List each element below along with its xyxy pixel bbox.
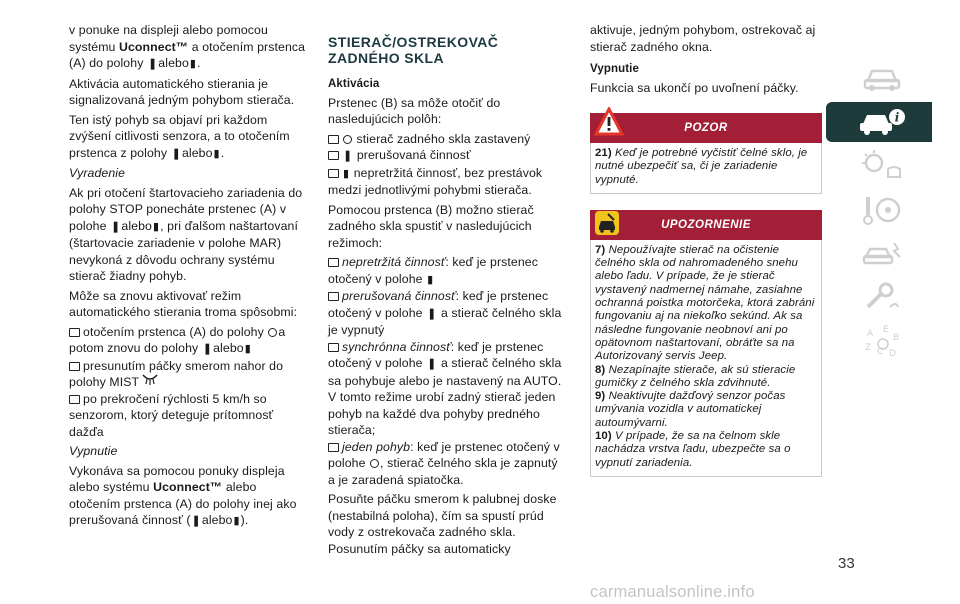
- continuous-icon: ▮: [213, 147, 220, 160]
- checkbox-bullet-icon: [328, 443, 339, 452]
- subheading-aktivacia: Aktivácia: [328, 78, 380, 90]
- intermittent-icon: ❚: [191, 515, 201, 527]
- intermittent-icon: ❚: [111, 220, 121, 233]
- svg-text:C: C: [877, 347, 884, 357]
- intermittent-icon: ❚: [427, 307, 437, 320]
- checkbox-bullet-icon: [328, 258, 339, 267]
- list-item: po prekročení rýchlosti 5 km/h so senzorom, ktorý deteguje prítomnosť dažďa: [69, 391, 274, 439]
- checkbox-bullet-icon: [328, 169, 339, 178]
- note-item: [595, 364, 817, 391]
- car-tab-icon: [860, 63, 904, 93]
- intermittent-icon: ❚: [343, 150, 353, 162]
- tab-tools[interactable]: [832, 190, 932, 230]
- continuous-icon: ▮: [427, 273, 434, 286]
- list-item: nepretržitá činnosť: keď je prstenec otočený v polohe ▮: [328, 254, 566, 288]
- continuous-icon: ▮: [343, 167, 350, 180]
- checkbox-bullet-icon: [328, 135, 339, 144]
- upozornenie-content: [590, 240, 822, 477]
- warning-icon: [594, 107, 624, 137]
- pozor-banner: [590, 113, 822, 143]
- paragraph: Pomocou prstenca (B) možno stierač zadného skla spustiť v nasledujúcich režimoch:: [328, 202, 534, 250]
- ring-off-icon: [370, 459, 379, 468]
- svg-text:D: D: [889, 349, 896, 359]
- left-column: [69, 22, 309, 533]
- lights-tab-icon: [860, 149, 904, 183]
- list-item: prerušovaná činnosť: keď je prstenec otočený v polohe ❚ a stierač čelného skla je vypnutý: [328, 289, 562, 337]
- pozor-content: [590, 143, 822, 194]
- paragraph: Ak pri otočení štartovacieho zariadenia do polohy STOP ponecháte prstenec (A) v polohe ❚alebo▮, pri ďalšom naštartovaní (štartovacie zariadenie v polohe MAR) nevykoná z dôvodu ochrany systému stierač žiadny pohyb.: [69, 185, 303, 283]
- tab-car[interactable]: [832, 58, 932, 98]
- car-crash-tab-icon: [860, 237, 904, 271]
- ring-off-icon: [343, 135, 352, 144]
- tab-car-info[interactable]: [832, 102, 932, 142]
- list-item: stierač zadného skla zastavený: [328, 131, 566, 148]
- pozor-box: [590, 113, 822, 194]
- right-column: [590, 22, 822, 477]
- intermittent-icon: ❚: [147, 58, 158, 70]
- list-item: synchrónna činnosť: keď je prstenec otočený v polohe ❚ a stierač čelného skla sa pohybuje alebo je nastavený na AUTO. V tomto režime urobí zadný stierač jeden pohyb na každé dva pohyby predného stierača;: [328, 339, 562, 437]
- svg-text:Z: Z: [865, 343, 872, 353]
- intermittent-icon: ❚: [202, 343, 213, 355]
- upozornenie-banner: [590, 210, 822, 240]
- checkbox-bullet-icon: [328, 151, 339, 160]
- note-text: Keď je potrebné vyčistiť čelné sklo, je nutné ubezpečiť sa, či je zariadenie vypnuté.: [595, 147, 808, 186]
- note-text: Neaktivujte dažďový senzor počas umývania vozidla v automatickej autoumývarni.: [595, 390, 786, 429]
- note-number: 10): [595, 430, 612, 443]
- paragraph: Prstenec (B) sa môže otočiť do nasledujúcich polôh:: [328, 95, 501, 126]
- tab-alphabet[interactable]: [832, 322, 932, 362]
- note-text: V prípade, že sa na čelnom skle nachádza vrstva ľadu, ubezpečte sa o vypnutí zariadenia.: [595, 430, 791, 469]
- alphabet-tab-icon: [857, 322, 907, 362]
- svg-text:E: E: [883, 325, 889, 335]
- note-text: Nepoužívajte stierač na očistenie čelného skla od nahromadeného snehu alebo ľadu. V prípade, že je stierač vystavený nadmernej námahe, zasiahne ochranná poistka motorčeka, ktorá zabráni fungovaniu aj na niekoľko sekúnd. Ak sa následne fungovanie neobnoví ani po opätovnom naštartovaní, obráťte sa na Autorizovaný servis Jeep.: [595, 243, 815, 363]
- paragraph: aktivuje, jedným pohybom, ostrekovač aj stierač zadného okna.: [590, 23, 816, 54]
- checkbox-bullet-icon: [328, 343, 339, 352]
- note-number: 21): [595, 147, 612, 159]
- section-title: STIERAČ/OSTREKOVAČ ZADNÉHO SKLA: [328, 34, 499, 66]
- checkbox-bullet-icon: [69, 395, 80, 404]
- svg-text:B: B: [893, 333, 900, 343]
- middle-column: [328, 22, 566, 560]
- checkbox-bullet-icon: [69, 328, 80, 337]
- svg-text:i: i: [894, 110, 900, 125]
- upozornenie-title: UPOZORNENIE: [661, 218, 751, 231]
- list-item: jeden pohyb: keď je prstenec otočený v polohe , stierač čelného skla je zapnutý a je zaradená spiatočka.: [328, 439, 560, 487]
- note-item: [595, 147, 817, 187]
- section-tabs: [832, 58, 932, 366]
- note-item: [595, 244, 817, 364]
- note-number: 9): [595, 390, 606, 403]
- watermark: carmanualsonline.info: [590, 583, 755, 601]
- paragraph: Funkcia sa ukončí po uvoľnení páčky.: [590, 80, 799, 95]
- list-item: presunutím páčky smerom nahor do polohy MIST: [69, 358, 284, 389]
- paragraph: Posuňte páčku smerom k palubnej doske (nestabilná poloha), čím sa spustí prúd vody z ostrekovača zadného skla. Posunutím páčky sa automaticky: [328, 492, 557, 556]
- mist-icon: [142, 374, 158, 386]
- paragraph: v ponuke na displeji alebo pomocou systému Uconnect™ a otočením prstenca (A) do polohy ❚alebo▮.: [69, 22, 309, 73]
- tools-tab-icon: [860, 193, 904, 227]
- list-item: otočením prstenca (A) do polohy a potom znovu do polohy ❚alebo▮: [69, 324, 309, 358]
- list-item: ▮ nepretržitá činnosť, bez prestávok medzi jednotlivými pohybmi stierača.: [328, 165, 543, 197]
- continuous-icon: ▮: [244, 343, 251, 355]
- list-item: ❚ prerušovaná činnosť: [328, 147, 566, 165]
- checkbox-bullet-icon: [328, 292, 339, 301]
- pozor-title: POZOR: [684, 121, 728, 134]
- subheading-vypnutie: Vypnutie: [69, 444, 118, 458]
- continuous-icon: ▮: [233, 515, 240, 527]
- paragraph: Ten istý pohyb sa objaví pri každom zvýšení citlivosti senzora, a to otočením prstenca z polohy ❚alebo▮.: [69, 112, 309, 163]
- note-item: [595, 390, 817, 430]
- page-number: 33: [838, 555, 855, 572]
- tab-lights[interactable]: [832, 146, 932, 186]
- checkbox-bullet-icon: [69, 362, 80, 371]
- subheading-vyradenie: Vyradenie: [69, 166, 126, 180]
- car-wrench-icon: [594, 210, 620, 236]
- upozornenie-box: [590, 210, 822, 477]
- subheading-vypnutie: Vypnutie: [590, 63, 639, 75]
- note-item: [595, 430, 817, 470]
- paragraph: Vykonáva sa pomocou ponuky displeja alebo systému Uconnect™ alebo otočením prstenca (A) do polohy inej ako prerušovaná činnosť (❚alebo▮).: [69, 463, 309, 530]
- continuous-icon: ▮: [189, 58, 197, 70]
- tab-wrench[interactable]: [832, 278, 932, 318]
- intermittent-icon: ❚: [427, 358, 437, 370]
- paragraph: Môže sa znovu aktivovať režim automatického stierania troma spôsobmi:: [69, 288, 298, 319]
- note-text: Nezapínajte stierače, ak sú stieracie gumičky z čelného skla zdvihnuté.: [595, 363, 796, 389]
- tab-car-crash[interactable]: [832, 234, 932, 274]
- intermittent-icon: ❚: [171, 147, 181, 160]
- paragraph: Aktivácia automatického stierania je signalizovaná jedným pohybom stierača.: [69, 76, 295, 107]
- svg-text:A: A: [867, 329, 874, 339]
- note-number: 8): [595, 363, 606, 376]
- car-info-tab-icon: [857, 106, 907, 138]
- continuous-icon: ▮: [152, 220, 160, 233]
- note-number: 7): [595, 243, 606, 256]
- ring-off-icon: [268, 328, 277, 337]
- wrench-tab-icon: [860, 281, 904, 315]
